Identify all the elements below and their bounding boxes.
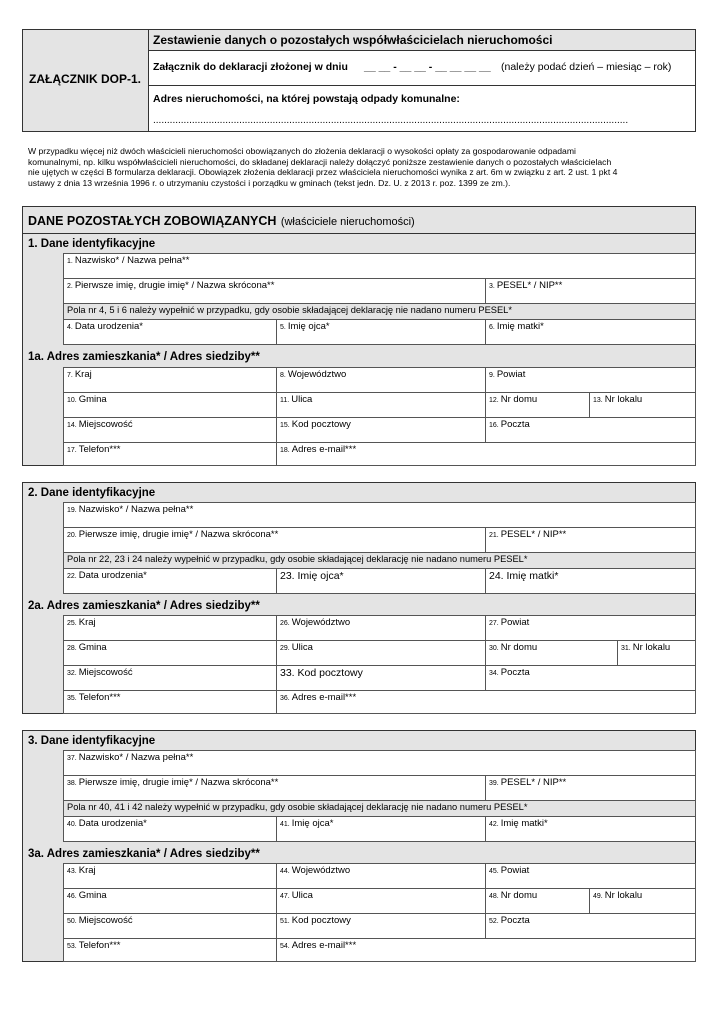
field-2[interactable]: [63, 278, 486, 304]
field-label: PESEL* / NIP**: [496, 280, 563, 291]
field-5[interactable]: [276, 319, 486, 345]
field-num: 52.: [489, 918, 499, 925]
field-10[interactable]: [63, 392, 277, 418]
field-label: Ulica: [291, 394, 313, 405]
field-num: 48.: [489, 893, 499, 900]
field-3[interactable]: [485, 278, 696, 304]
field-label: Poczta: [500, 667, 530, 678]
field-num: 19.: [67, 507, 77, 514]
field-num: 8.: [280, 372, 286, 379]
field-label: Pierwsze imię, drugie imię* / Nazwa skrócona**: [78, 529, 279, 540]
field-label: Poczta: [500, 915, 530, 926]
field-num: 14.: [67, 422, 77, 429]
field-label: 23. Imię ojca*: [280, 570, 344, 582]
field-label: Pierwsze imię, drugie imię* / Nazwa skrócona**: [74, 280, 275, 291]
intro-line: nie ujętych w części B formularza deklaracji. Obowiązek złożenia deklaracji przez właściciela nieruchomości wynika z art. 6m w związku z art. 2 ust. 1 pkt 4: [28, 167, 618, 178]
main-header-subtitle: (właściciele nieruchomości): [280, 216, 415, 228]
date-input[interactable]: __ __ - __ __ - __ __ __ __: [364, 61, 491, 73]
main-header-text: DANE POZOSTAŁYCH ZOBOWIĄZANYCH: [28, 214, 277, 228]
field-num: 11.: [280, 397, 290, 404]
field-label: Powiat: [496, 369, 526, 380]
field-24[interactable]: [485, 568, 696, 594]
field-num: 7.: [67, 372, 73, 379]
field-46[interactable]: [63, 888, 277, 914]
field-num: 40.: [67, 821, 77, 828]
section-3-title: 3. Dane identyfikacyjne: [28, 735, 156, 747]
section-2-title: 2. Dane identyfikacyjne: [28, 487, 156, 499]
field-label: Adres e-mail***: [291, 692, 357, 703]
field-43[interactable]: [63, 863, 277, 889]
field-40[interactable]: [63, 816, 277, 842]
field-num: 26.: [280, 620, 290, 627]
field-num: 16.: [489, 422, 499, 429]
field-num: 45.: [489, 868, 499, 875]
field-label: Nazwisko* / Nazwa pełna**: [74, 255, 190, 266]
field-num: 44.: [280, 868, 290, 875]
field-num: 18.: [280, 447, 290, 454]
field-num: 4.: [67, 324, 73, 331]
note-text: Pola nr 22, 23 i 24 należy wypełnić w przypadku, gdy osobie składającej deklarację nie nadano numeru PESEL*: [67, 554, 528, 564]
field-33[interactable]: [276, 665, 486, 691]
field-label: Data urodzenia*: [78, 570, 147, 581]
field-num: 42.: [489, 821, 499, 828]
field-label: PESEL* / NIP**: [500, 777, 567, 788]
field-label: Województwo: [287, 369, 347, 380]
field-label: Adres e-mail***: [291, 444, 357, 455]
field-35[interactable]: [63, 690, 277, 714]
field-label: Gmina: [78, 394, 107, 405]
field-label: Nr domu: [500, 890, 538, 901]
field-4[interactable]: [63, 319, 277, 345]
field-num: 50.: [67, 918, 77, 925]
field-31[interactable]: [617, 640, 696, 666]
field-num: 13.: [593, 397, 603, 404]
field-label: 33. Kod pocztowy: [280, 667, 363, 679]
field-label: Data urodzenia*: [78, 818, 147, 829]
field-21[interactable]: [485, 527, 696, 553]
field-num: 1.: [67, 258, 73, 265]
section-2a-title: 2a. Adres zamieszkania* / Adres siedziby**: [28, 600, 260, 612]
field-num: 10.: [67, 397, 77, 404]
field-label: Kraj: [74, 369, 92, 380]
field-49[interactable]: [589, 888, 696, 914]
field-label: Kraj: [78, 617, 96, 628]
field-15[interactable]: [276, 417, 486, 443]
field-label: Miejscowość: [78, 667, 133, 678]
field-num: 51.: [280, 918, 290, 925]
field-label: Pierwsze imię, drugie imię* / Nazwa skrócona**: [78, 777, 279, 788]
field-num: 38.: [67, 780, 77, 787]
page-title: Zestawienie danych o pozostałych współwłaścicielach nieruchomości: [153, 33, 553, 47]
field-47[interactable]: [276, 888, 486, 914]
field-label: Kod pocztowy: [291, 419, 351, 430]
field-39[interactable]: [485, 775, 696, 801]
field-50[interactable]: [63, 913, 277, 939]
field-44[interactable]: [276, 863, 486, 889]
intro-text: [28, 146, 698, 188]
field-34[interactable]: [485, 665, 696, 691]
field-num: 36.: [280, 695, 290, 702]
section-1-title: 1. Dane identyfikacyjne: [28, 238, 156, 250]
field-20[interactable]: [63, 527, 486, 553]
field-14[interactable]: [63, 417, 277, 443]
field-label: Imię matki*: [496, 321, 544, 332]
field-42[interactable]: [485, 816, 696, 842]
field-label: Miejscowość: [78, 915, 133, 926]
field-16[interactable]: [485, 417, 696, 443]
field-num: 2.: [67, 283, 73, 290]
field-23[interactable]: [276, 568, 486, 594]
field-label: Nr domu: [500, 394, 538, 405]
field-num: 47.: [280, 893, 290, 900]
field-num: 28.: [67, 645, 77, 652]
date-hint: (należy podać dzień – miesiąc – rok): [501, 61, 672, 73]
field-53[interactable]: [63, 938, 277, 962]
field-12[interactable]: [485, 392, 590, 418]
field-num: 22.: [67, 573, 77, 580]
field-num: 5.: [280, 324, 286, 331]
field-27[interactable]: [485, 615, 696, 641]
field-label: Imię ojca*: [291, 818, 334, 829]
field-num: 34.: [489, 670, 499, 677]
field-label: Nr lokalu: [604, 890, 643, 901]
field-label: Imię matki*: [500, 818, 548, 829]
field-num: 35.: [67, 695, 77, 702]
field-7[interactable]: [63, 367, 277, 393]
field-num: 25.: [67, 620, 77, 627]
field-label: PESEL* / NIP**: [500, 529, 567, 540]
field-num: 37.: [67, 755, 77, 762]
field-45[interactable]: [485, 863, 696, 889]
field-label: Miejscowość: [78, 419, 133, 430]
field-num: 53.: [67, 943, 77, 950]
field-label: 24. Imię matki*: [489, 570, 559, 582]
pesel-note: [63, 552, 696, 569]
field-label: Nazwisko* / Nazwa pełna**: [78, 752, 194, 763]
field-num: 6.: [489, 324, 495, 331]
field-label: Adres e-mail***: [291, 940, 357, 951]
note-text: Pola nr 4, 5 i 6 należy wypełnić w przypadku, gdy osobie składającej deklarację nie nadano numeru PESEL*: [67, 305, 512, 315]
field-label: Poczta: [500, 419, 530, 430]
field-label: Telefon***: [78, 940, 121, 951]
field-num: 32.: [67, 670, 77, 677]
field-num: 15.: [280, 422, 290, 429]
field-num: 31.: [621, 645, 631, 652]
attachment-code: ZAŁĄCZNIK DOP-1.: [29, 72, 141, 86]
intro-line: W przypadku więcej niż dwóch właścicieli nieruchomości obowiązanych do złożenia deklaracji o wysokości opłaty za gospodarowanie odpadami: [28, 146, 576, 156]
field-num: 17.: [67, 447, 77, 454]
field-num: 27.: [489, 620, 499, 627]
field-num: 39.: [489, 780, 499, 787]
field-41[interactable]: [276, 816, 486, 842]
field-num: 20.: [67, 532, 77, 539]
field-num: 41.: [280, 821, 290, 828]
address-label: Adres nieruchomości, na której powstają odpady komunalne:: [153, 93, 460, 105]
field-11[interactable]: [276, 392, 486, 418]
field-36[interactable]: [276, 690, 696, 714]
field-26[interactable]: [276, 615, 486, 641]
field-num: 21.: [489, 532, 499, 539]
field-22[interactable]: [63, 568, 277, 594]
field-num: 29.: [280, 645, 290, 652]
field-label: Nr lokalu: [632, 642, 671, 653]
field-label: Data urodzenia*: [74, 321, 143, 332]
field-54[interactable]: [276, 938, 696, 962]
field-38[interactable]: [63, 775, 486, 801]
field-label: Nr domu: [500, 642, 538, 653]
date-label: Załącznik do deklaracji złożonej w dniu: [153, 61, 348, 73]
pesel-note: [63, 800, 696, 817]
field-8[interactable]: [276, 367, 486, 393]
field-label: Gmina: [78, 642, 107, 653]
field-label: Gmina: [78, 890, 107, 901]
field-label: Telefon***: [78, 444, 121, 455]
field-18[interactable]: [276, 442, 696, 466]
main-header-title: [28, 212, 415, 230]
field-label: Ulica: [291, 890, 313, 901]
field-30[interactable]: [485, 640, 618, 666]
field-17[interactable]: [63, 442, 277, 466]
field-51[interactable]: [276, 913, 486, 939]
field-num: 43.: [67, 868, 77, 875]
field-num: 49.: [593, 893, 603, 900]
field-label: Kod pocztowy: [291, 915, 351, 926]
field-label: Powiat: [500, 617, 530, 628]
field-num: 9.: [489, 372, 495, 379]
field-19[interactable]: [63, 502, 696, 528]
field-52[interactable]: [485, 913, 696, 939]
field-6[interactable]: [485, 319, 696, 345]
intro-line: komunalnymi, np. kilku współwłaścicieli nieruchomości, do składanej deklaracji należy dołączyć poniższe zestawienie danych o pozostałych właścicielach: [28, 156, 612, 167]
pesel-note: [63, 303, 696, 320]
field-label: Nazwisko* / Nazwa pełna**: [78, 504, 194, 515]
field-num: 3.: [489, 283, 495, 290]
field-28[interactable]: [63, 640, 277, 666]
field-1[interactable]: [63, 253, 696, 279]
field-num: 12.: [489, 397, 499, 404]
field-label: Województwo: [291, 865, 351, 876]
field-label: Ulica: [291, 642, 313, 653]
field-29[interactable]: [276, 640, 486, 666]
field-25[interactable]: [63, 615, 277, 641]
section-3a-title: 3a. Adres zamieszkania* / Adres siedziby**: [28, 848, 260, 860]
field-num: 46.: [67, 893, 77, 900]
note-text: Pola nr 40, 41 i 42 należy wypełnić w przypadku, gdy osobie składającej deklarację nie nadano numeru PESEL*: [67, 802, 528, 812]
field-9[interactable]: [485, 367, 696, 393]
field-num: 54.: [280, 943, 290, 950]
field-label: Nr lokalu: [604, 394, 643, 405]
field-label: Województwo: [291, 617, 351, 628]
field-48[interactable]: [485, 888, 590, 914]
section-1a-title: 1a. Adres zamieszkania* / Adres siedziby**: [28, 351, 260, 363]
address-input[interactable]: ...........................................................................................................................................................................: [153, 115, 629, 126]
field-32[interactable]: [63, 665, 277, 691]
field-37[interactable]: [63, 750, 696, 776]
field-label: Imię ojca*: [287, 321, 330, 332]
field-13[interactable]: [589, 392, 696, 418]
field-label: Telefon***: [78, 692, 121, 703]
field-num: 30.: [489, 645, 499, 652]
field-label: Powiat: [500, 865, 530, 876]
field-label: Kraj: [78, 865, 96, 876]
intro-line: ustawy z dnia 13 września 1996 r. o utrzymaniu czystości i porządku w gminach (tekst jedn. Dz. U. z 2013 r. poz. 1399 ze zm.).: [28, 177, 511, 188]
